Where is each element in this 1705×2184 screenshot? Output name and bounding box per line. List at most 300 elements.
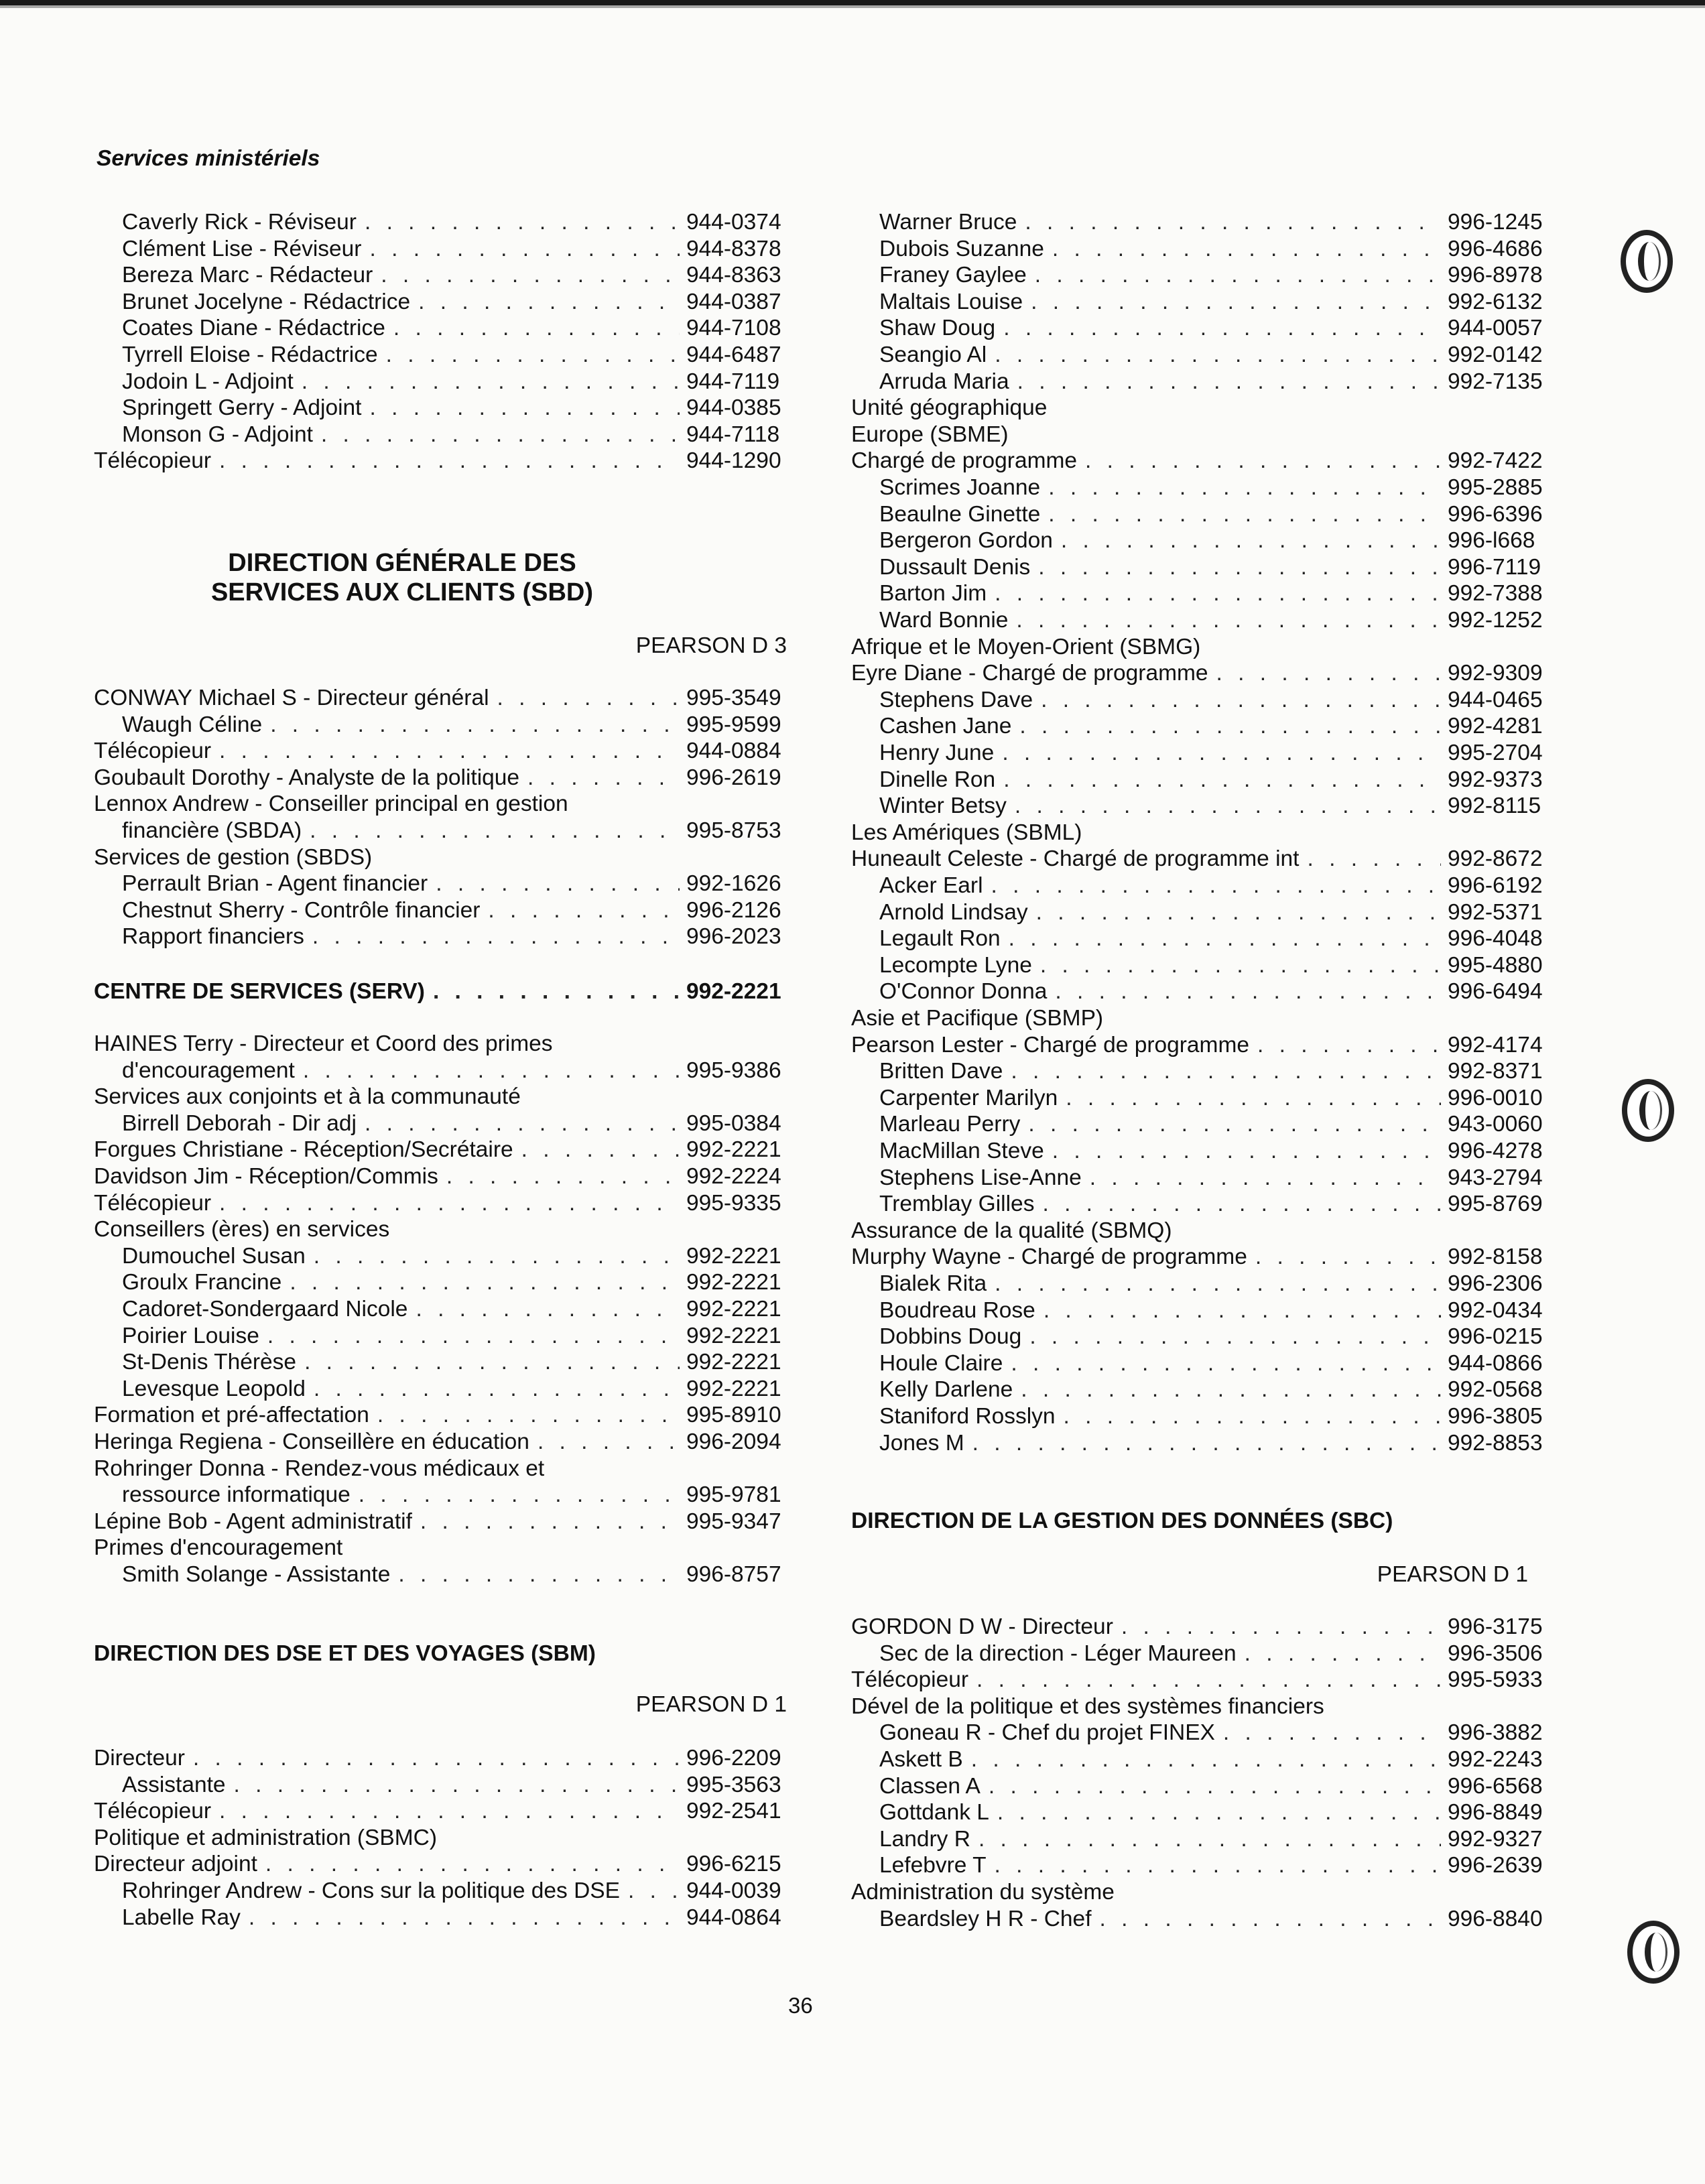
leader-dots [1245, 1641, 1441, 1667]
directory-entry [94, 1376, 787, 1403]
leader-dots [976, 1667, 1441, 1693]
sbm-location [94, 1691, 787, 1718]
leader-dots [302, 369, 680, 395]
entry-name: d'encouragement [122, 1057, 295, 1083]
entry-phone: 992-5371 [1448, 899, 1543, 925]
entry-phone: 944-7108 [686, 316, 781, 341]
leader-dots [418, 289, 680, 316]
directory-entry [94, 1798, 787, 1825]
leader-dots [1041, 687, 1441, 714]
leader-dots [393, 315, 680, 342]
directory-entry [94, 765, 787, 791]
entry-phone: 992-7388 [1448, 581, 1543, 606]
leader-dots [314, 1243, 680, 1270]
leader-dots [1031, 289, 1441, 316]
entry-name: Lefebvre T [879, 1853, 987, 1878]
leader-dots [1090, 1165, 1441, 1192]
directory-entry [851, 767, 1548, 793]
entry-phone: 996-4686 [1448, 236, 1543, 261]
directory-entry [851, 978, 1548, 1005]
entry-phone: 996-2209 [686, 1746, 781, 1771]
leader-dots [1011, 1058, 1441, 1085]
entry-phone: 992-8371 [1448, 1059, 1543, 1084]
directory-entry [851, 1799, 1548, 1826]
entry-phone: 995-3549 [686, 686, 781, 710]
entry-name: Dubois Suzanne [879, 236, 1044, 261]
entry-name: Labelle Ray [122, 1905, 241, 1930]
directory-entry [851, 448, 1548, 474]
entry-phone: 992-4281 [1448, 714, 1543, 739]
entry-name: financière (SBDA) [122, 818, 302, 843]
entry-phone: 996-6568 [1448, 1773, 1543, 1799]
entry-phone: 943-2794 [1448, 1165, 1543, 1190]
entry-phone: 996-1245 [1448, 210, 1543, 235]
leader-dots [497, 685, 680, 712]
sbc-location [851, 1561, 1548, 1588]
entry-phone: 992-0434 [1448, 1297, 1543, 1323]
leader-dots [521, 1137, 680, 1163]
leader-dots [628, 1878, 680, 1905]
leader-dots [370, 395, 680, 422]
sbc-title: DIRECTION DE LA GESTION DES DONNÉES (SBC) [851, 1508, 1393, 1533]
directory-entry [851, 793, 1548, 820]
directory-entry [851, 1244, 1548, 1271]
entry-name: Dinelle Ron [879, 767, 996, 792]
entry-phone: 996-2306 [1448, 1271, 1543, 1296]
entry-name: Askett B [879, 1747, 963, 1772]
entry-name: Les Amériques (SBML) [851, 820, 1082, 845]
directory-entry [94, 1825, 787, 1852]
directory-entry [851, 1879, 1548, 1906]
location-label: PEARSON D 3 [635, 633, 787, 658]
directory-entry [94, 1402, 787, 1429]
directory-entry [851, 395, 1548, 422]
entry-name: Gottdank L [879, 1800, 989, 1825]
entry-phone: 995-8910 [686, 1403, 781, 1428]
entry-phone: 995-9781 [686, 1482, 781, 1508]
entry-name: Arruda Maria [879, 369, 1009, 394]
leader-dots [1307, 846, 1441, 873]
directory-entry [94, 236, 787, 263]
entry-name: Smith Solange - Assistante [122, 1562, 391, 1587]
entry-name: Afrique et le Moyen-Orient (SBMG) [851, 634, 1201, 659]
entry-phone: 996-0215 [1448, 1324, 1543, 1350]
entry-name: St-Denis Thérèse [122, 1350, 297, 1375]
entry-name: Henry June [879, 741, 995, 765]
leader-dots [1009, 925, 1441, 952]
entry-phone: 992-2221 [686, 1350, 781, 1375]
leader-dots [416, 1296, 680, 1323]
entry-name: Monson G - Adjoint [122, 422, 313, 447]
entry-name: Seangio Al [879, 342, 987, 367]
entry-name: Carpenter Marilyn [879, 1085, 1058, 1110]
entry-name: Warner Bruce [879, 210, 1017, 235]
punch-hole-icon [1622, 1079, 1674, 1142]
entry-phone: 995-3563 [686, 1772, 781, 1797]
entry-phone: 995-9386 [686, 1057, 781, 1083]
leader-dots [1015, 793, 1441, 820]
leader-dots [1052, 1138, 1441, 1165]
directory-entry [94, 1745, 787, 1772]
entry-phone: 944-0864 [686, 1905, 781, 1930]
directory-entry [94, 262, 787, 289]
leader-dots [265, 1851, 680, 1878]
leader-dots [1029, 1324, 1441, 1350]
directory-entry [94, 871, 787, 897]
entry-name: Classen A [879, 1773, 981, 1799]
entry-phone: 992-4174 [1448, 1032, 1543, 1057]
leader-dots [1061, 527, 1441, 554]
entry-name: Shaw Doug [879, 316, 996, 341]
leader-dots [1036, 899, 1441, 926]
entry-name: Staniford Rosslyn [879, 1404, 1056, 1429]
entry-name: Davidson Jim - Réception/Commis [94, 1164, 438, 1189]
leader-dots [538, 1429, 680, 1456]
entry-name: Legault Ron [879, 926, 1001, 952]
entry-name: Formation et pré-affectation [94, 1403, 369, 1428]
directory-entry [94, 791, 787, 818]
leader-dots [1042, 1191, 1441, 1218]
entry-name: Clément Lise - Réviseur [122, 236, 362, 261]
entry-phone: 992-6132 [1448, 289, 1543, 314]
leader-dots [267, 1323, 680, 1350]
directory-entry [851, 1324, 1548, 1350]
entry-phone: 995-2885 [1448, 475, 1543, 500]
directory-entry [851, 1376, 1548, 1403]
sbd-heading-line1: DIRECTION GÉNÉRALE DES [228, 549, 576, 577]
entry-phone: 995-2704 [1448, 741, 1543, 765]
entry-name: Franey Gaylee [879, 263, 1027, 288]
leader-dots [1011, 1350, 1441, 1377]
leader-dots [1223, 1720, 1441, 1746]
directory-entry [851, 1667, 1548, 1693]
entry-phone: 995-8769 [1448, 1192, 1543, 1217]
entry-phone: 996-2094 [686, 1429, 781, 1454]
entry-name: Winter Betsy [879, 793, 1007, 819]
leader-dots [1003, 767, 1441, 793]
entry-phone: 995-9347 [686, 1508, 781, 1534]
entry-phone: 944-0374 [686, 210, 781, 235]
entry-phone: 992-8853 [1448, 1430, 1543, 1456]
directory-entry [851, 899, 1548, 926]
entry-name: Dobbins Doug [879, 1324, 1022, 1350]
leader-dots [365, 1110, 680, 1137]
directory-entry [94, 209, 787, 236]
entry-name: Chestnut Sherry - Contrôle financier [122, 897, 481, 923]
entry-phone: 992-2221 [686, 1297, 781, 1322]
sbm-heading [94, 1641, 787, 1667]
entry-name: Europe (SBME) [851, 422, 1009, 447]
leader-dots [1035, 262, 1441, 289]
leader-dots [1019, 713, 1441, 740]
directory-entry [94, 1216, 787, 1243]
directory-entry [94, 1031, 787, 1057]
directory-entry [94, 685, 787, 712]
directory-entry [851, 527, 1548, 554]
entry-phone: 996-6396 [1448, 501, 1543, 527]
directory-entry [94, 712, 787, 738]
entry-phone: 995-9599 [686, 712, 781, 737]
entry-name: Cashen Jane [879, 714, 1012, 739]
leader-dots [488, 897, 680, 924]
entry-name: Assurance de la qualité (SBMQ) [851, 1218, 1172, 1243]
directory-entry [851, 1005, 1548, 1032]
directory-entry [94, 1561, 787, 1588]
entry-name: Conseillers (ères) en services [94, 1217, 390, 1242]
directory-entry [851, 713, 1548, 740]
punch-hole-icon [1621, 230, 1673, 293]
entry-name: Jodoin L - Adjoint [122, 369, 294, 394]
entry-name: Télécopieur [94, 1799, 212, 1824]
entry-name: Acker Earl [879, 873, 983, 898]
entry-phone: 992-8672 [1448, 846, 1543, 872]
entry-name: Birrell Deborah - Dir adj [122, 1110, 357, 1136]
entry-name: Asie et Pacifique (SBMP) [851, 1006, 1104, 1031]
directory-entry [94, 1137, 787, 1163]
directory-entry [851, 1297, 1548, 1324]
leader-dots [995, 580, 1441, 607]
directory-entry [94, 289, 787, 316]
entry-phone: 992-2221 [686, 1243, 781, 1269]
entry-phone: 944-8378 [686, 236, 781, 261]
directory-entry [851, 1430, 1548, 1457]
entry-phone: 944-0866 [1448, 1350, 1543, 1376]
entry-name: Eyre Diane - Chargé de programme [851, 661, 1208, 686]
leader-dots [972, 1430, 1441, 1457]
location-label: PEARSON D 1 [1377, 1562, 1528, 1587]
directory-entry [851, 873, 1548, 899]
leader-dots [1055, 978, 1441, 1005]
directory-entry [851, 687, 1548, 714]
entry-phone: 996-4048 [1448, 926, 1543, 952]
entry-name: Dussault Denis [879, 554, 1031, 580]
leader-dots [1100, 1906, 1442, 1933]
serv-title: CENTRE DE SERVICES (SERV) [94, 979, 425, 1004]
entry-phone: 944-7118 [686, 422, 780, 447]
directory-entry [94, 844, 787, 871]
directory-entry [94, 1084, 787, 1110]
leader-dots [377, 1402, 680, 1429]
leader-dots [219, 738, 680, 765]
leader-dots [290, 1269, 680, 1296]
leader-dots [995, 342, 1441, 369]
punch-hole-icon [1627, 1921, 1680, 1984]
directory-entry [94, 315, 787, 342]
entry-name: Kelly Darlene [879, 1377, 1013, 1403]
leader-dots [995, 1271, 1441, 1297]
entry-name: Directeur [94, 1746, 185, 1771]
entry-name: O'Connor Donna [879, 979, 1048, 1005]
directory-entry [851, 369, 1548, 395]
entry-name: Waugh Céline [122, 712, 263, 737]
entry-name: Levesque Leopold [122, 1376, 306, 1401]
entry-name: Maltais Louise [879, 289, 1023, 314]
entry-phone: 992-2224 [686, 1164, 781, 1189]
directory-entry [851, 474, 1548, 501]
leader-dots [991, 873, 1441, 899]
entry-phone: 992-2541 [686, 1799, 781, 1824]
directory-entry [851, 554, 1548, 581]
serv-phone: 992-2221 [686, 979, 781, 1004]
directory-entry [851, 342, 1548, 369]
directory-entry [94, 1772, 787, 1799]
leader-dots [398, 1561, 680, 1588]
entry-phone: 996-2126 [686, 897, 781, 923]
directory-entry [94, 448, 787, 474]
entry-name: Assistante [122, 1772, 226, 1797]
entry-phone: 992-2243 [1448, 1747, 1543, 1772]
entry-name: Unité géographique [851, 395, 1048, 421]
entry-phone: 943-0060 [1448, 1112, 1543, 1137]
directory-entry [851, 1191, 1548, 1218]
entry-name: Primes d'encouragement [94, 1535, 343, 1561]
scan-top-edge [0, 0, 1705, 5]
directory-entry [94, 1878, 787, 1905]
entry-phone: 996-3506 [1448, 1641, 1543, 1666]
directory-entry [851, 1746, 1548, 1773]
serv-heading [94, 978, 787, 1005]
directory-entry [851, 1693, 1548, 1720]
directory-entry [94, 897, 787, 924]
entry-name: Politique et administration (SBMC) [94, 1825, 438, 1850]
entry-name: Marleau Perry [879, 1112, 1021, 1137]
entry-phone: 995-5933 [1448, 1667, 1543, 1693]
directory-entry [94, 1508, 787, 1535]
entry-phone: 995-4880 [1448, 952, 1543, 978]
sbd-location [94, 633, 787, 659]
leader-dots [321, 422, 680, 448]
directory-entry [851, 1271, 1548, 1297]
directory-entry [94, 1269, 787, 1296]
entry-phone: 996-2619 [686, 765, 781, 790]
entry-name: Landry R [879, 1826, 970, 1852]
directory-entry [851, 1218, 1548, 1244]
directory-entry [94, 1349, 787, 1376]
directory-entry [851, 1826, 1548, 1853]
entry-phone: 996-3805 [1448, 1404, 1543, 1429]
directory-entry [851, 1906, 1548, 1933]
directory-entry [851, 1641, 1548, 1667]
entry-phone: 996-l668 [1448, 528, 1535, 554]
directory-entry [94, 1482, 787, 1508]
leader-dots [270, 712, 680, 738]
entry-phone: 992-1252 [1448, 608, 1543, 633]
entry-name: Pearson Lester - Chargé de programme [851, 1032, 1249, 1057]
entry-name: Rohringer Andrew - Cons sur la politique des DSE [122, 1878, 620, 1903]
entry-name: Télécopieur [94, 1190, 212, 1216]
leader-dots [971, 1746, 1441, 1773]
leader-dots [234, 1772, 680, 1799]
entry-name: ressource informatique [122, 1482, 351, 1508]
directory-entry [851, 1085, 1548, 1112]
leader-dots [219, 1190, 680, 1217]
entry-phone: 992-2221 [686, 1323, 781, 1348]
directory-entry [851, 1720, 1548, 1746]
directory-entry [94, 342, 787, 369]
entry-name: Stephens Dave [879, 687, 1033, 712]
leader-dots [381, 262, 680, 289]
directory-entry [851, 1614, 1548, 1641]
entry-phone: 996-2023 [686, 924, 781, 950]
entry-phone: 992-2221 [686, 1270, 781, 1295]
entry-name: Lennox Andrew - Conseiller principal en gestion [94, 791, 568, 817]
entry-name: Tremblay Gilles [879, 1192, 1035, 1217]
entry-name: Tyrrell Eloise - Rédactrice [122, 342, 378, 367]
sbd-heading [201, 548, 603, 607]
entry-phone: 992-0568 [1448, 1377, 1543, 1403]
entry-name: Bereza Marc - Rédacteur [122, 263, 373, 288]
entry-phone: 996-3882 [1448, 1720, 1543, 1746]
directory-entry [851, 846, 1548, 873]
directory-entry [94, 395, 787, 422]
entry-name: Bergeron Gordon [879, 528, 1053, 554]
leader-dots [997, 1799, 1441, 1826]
entry-name: Goneau R - Chef du projet FINEX [879, 1720, 1215, 1746]
directory-entry [851, 1032, 1548, 1059]
entry-name: Beaulne Ginette [879, 501, 1041, 527]
entry-name: Cadoret-Sondergaard Nicole [122, 1297, 408, 1322]
entry-name: Britten Dave [879, 1059, 1003, 1084]
directory-entry [94, 1851, 787, 1878]
leader-dots [1048, 474, 1441, 501]
directory-entry [851, 1350, 1548, 1377]
entry-name: Télécopieur [851, 1667, 969, 1693]
entry-phone: 995-0384 [686, 1110, 781, 1136]
leader-dots [193, 1745, 680, 1772]
entry-name: Houle Claire [879, 1350, 1003, 1376]
entry-phone: 992-8158 [1448, 1244, 1543, 1270]
directory-entry [94, 818, 787, 844]
entry-phone: 992-7422 [1448, 448, 1543, 474]
entry-phone: 944-7119 [686, 369, 780, 394]
entry-name: Lecompte Lyne [879, 952, 1032, 978]
section-subtitle: Services ministériels [97, 146, 320, 171]
leader-dots [989, 1773, 1441, 1800]
directory-entry [94, 1057, 787, 1084]
directory-entry [851, 952, 1548, 979]
entry-name: Services de gestion (SBDS) [94, 844, 373, 870]
leader-dots [303, 1057, 680, 1084]
directory-entry [851, 740, 1548, 767]
entry-phone: 944-1290 [686, 448, 781, 474]
entry-phone: 944-8363 [686, 263, 781, 288]
leader-dots [1257, 1032, 1441, 1059]
directory-entry [851, 1111, 1548, 1138]
entry-phone: 992-8115 [1448, 793, 1541, 819]
entry-name: Heringa Regiena - Conseillère en éducation [94, 1429, 529, 1454]
entry-phone: 996-8757 [686, 1562, 781, 1587]
sbd-heading-line2: SERVICES AUX CLIENTS (SBD) [210, 578, 594, 606]
directory-entry [851, 1138, 1548, 1165]
entry-phone: 996-3175 [1448, 1614, 1543, 1639]
directory-entry [94, 923, 787, 950]
entry-phone: 992-7135 [1448, 369, 1543, 394]
entry-name: Rohringer Donna - Rendez-vous médicaux et [94, 1456, 545, 1481]
directory-entry [94, 1429, 787, 1456]
entry-phone: 944-0465 [1448, 687, 1543, 712]
entry-name: Coates Diane - Rédactrice [122, 316, 385, 341]
entry-name: Télécopieur [94, 448, 212, 474]
leader-dots [1085, 448, 1441, 474]
leader-dots [527, 765, 680, 791]
leader-dots [386, 342, 680, 369]
entry-name: GORDON D W - Directeur [851, 1614, 1113, 1639]
entry-phone: 944-0884 [686, 738, 781, 764]
entry-phone: 996-8849 [1448, 1800, 1543, 1825]
leader-dots [365, 209, 680, 236]
entry-name: CONWAY Michael S - Directeur général [94, 686, 489, 710]
entry-phone: 996-6215 [686, 1852, 781, 1877]
